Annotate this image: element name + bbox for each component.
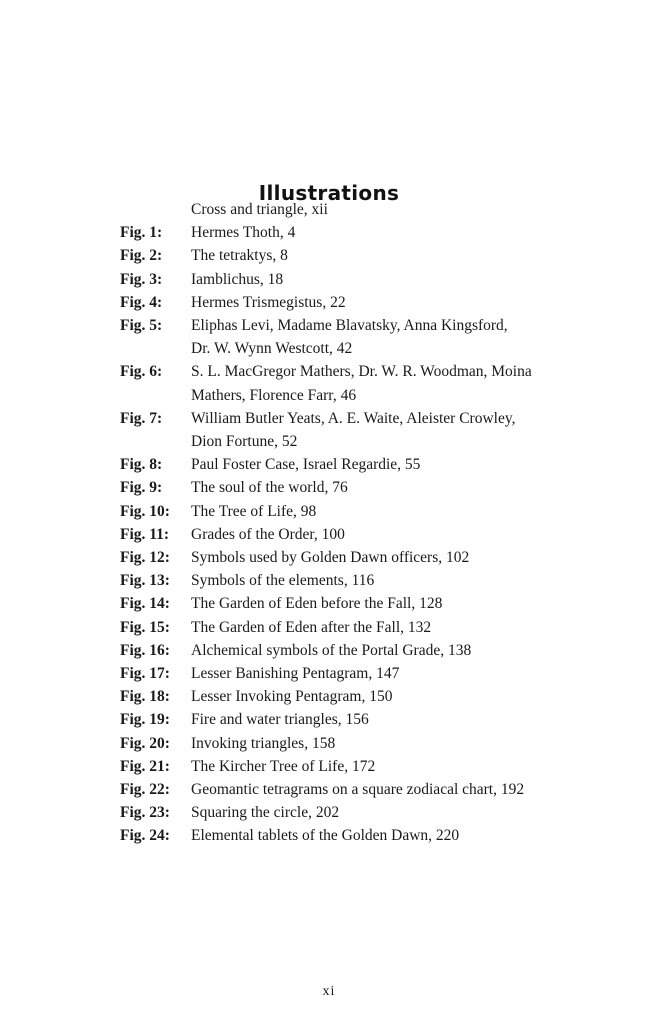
figure-label: Fig. 2: [120,247,163,265]
figure-entry [120,639,640,662]
figure-label: Fig. 24: [120,827,170,845]
figure-entry [120,476,640,499]
figure-caption [191,732,640,755]
figure-caption-line: The Kircher Tree of Life, 172 [191,757,376,775]
figure-label: Fig. 1: [120,224,163,242]
figure-caption-line: The tetraktys, 8 [191,247,288,265]
figure-entry [120,569,640,592]
figure-entry [120,291,640,314]
frontispiece-entry [120,198,640,221]
figure-caption [191,801,640,824]
figure-entry [120,314,640,360]
figure-caption-line: Hermes Trismegistus, 22 [191,293,346,311]
figure-caption-line: Alchemical symbols of the Portal Grade, 138 [191,641,472,659]
figure-caption [191,500,640,523]
figure-caption-line: Geomantic tetragrams on a square zodiacal chart, 192 [191,781,525,799]
figure-label: Fig. 21: [120,757,170,775]
figure-entry [120,801,640,824]
figure-label: Fig. 3: [120,270,163,288]
figure-caption [191,639,640,662]
figure-caption-line: Lesser Invoking Pentagram, 150 [191,688,393,706]
figure-caption-line: Lesser Banishing Pentagram, 147 [191,665,400,683]
figure-label: Fig. 16: [120,641,170,659]
figure-caption [191,523,640,546]
figure-entries [120,221,640,847]
figure-label: Fig. 8: [120,456,163,474]
figure-label: Fig. 4: [120,293,163,311]
figure-label: Fig. 11: [120,525,170,543]
figure-caption-line: Symbols of the elements, 116 [191,572,375,590]
figure-entry [120,407,640,453]
figure-caption [191,476,640,499]
figure-caption [191,824,640,847]
figure-caption [191,708,640,731]
figure-caption [191,616,640,639]
figure-label: Fig. 13: [120,572,170,590]
figure-entry [120,732,640,755]
figure-caption-line: William Butler Yeats, A. E. Waite, Aleister Crowley, [191,409,516,427]
figure-entry [120,824,640,847]
figure-label: Fig. 22: [120,781,170,799]
figure-entry [120,268,640,291]
page-number: xi [322,984,336,999]
figure-entry [120,360,640,406]
figure-entry [120,708,640,731]
figure-entry [120,616,640,639]
figure-label: Fig. 5: [120,317,163,335]
figure-caption-line: Iamblichus, 18 [191,270,284,288]
figure-caption-line: Elemental tablets of the Golden Dawn, 220 [191,827,460,845]
figure-label: Fig. 10: [120,502,170,520]
figure-entry [120,244,640,267]
figure-caption-line: The Garden of Eden after the Fall, 132 [191,618,432,636]
figure-caption [191,778,640,801]
figure-caption-line: The Tree of Life, 98 [191,502,317,520]
figure-caption [191,314,640,360]
entry-text: Cross and triangle, xii [191,201,328,218]
figure-label: Fig. 6: [120,363,163,381]
figure-caption [191,360,640,406]
figure-caption-line: The soul of the world, 76 [191,479,348,497]
figure-entry [120,755,640,778]
figure-caption [191,244,640,267]
figure-entry [120,685,640,708]
figure-label: Fig. 14: [120,595,170,613]
figure-caption-line: Eliphas Levi, Madame Blavatsky, Anna Kingsford, [191,317,508,335]
figure-caption [191,755,640,778]
figure-entry [120,662,640,685]
figure-entry [120,523,640,546]
figure-label: Fig. 20: [120,734,170,752]
figure-caption-line: Paul Foster Case, Israel Regardie, 55 [191,456,421,474]
figure-caption [191,221,640,244]
figure-caption [191,569,640,592]
figure-label: Fig. 9: [120,479,163,497]
figure-caption-line: Squaring the circle, 202 [191,804,340,822]
figure-caption-line: Dr. W. Wynn Westcott, 42 [191,340,353,358]
illustrations-list [120,198,640,848]
figure-caption-line: Symbols used by Golden Dawn officers, 102 [191,549,470,567]
figure-label: Fig. 19: [120,711,170,729]
figure-label: Fig. 7: [120,409,163,427]
figure-caption-line: Fire and water triangles, 156 [191,711,369,729]
figure-entry [120,221,640,244]
figure-caption [191,407,640,453]
figure-entry [120,453,640,476]
figure-caption [191,592,640,615]
figure-caption [191,268,640,291]
figure-label: Fig. 15: [120,618,170,636]
figure-label: Fig. 17: [120,665,170,683]
figure-caption-line: The Garden of Eden before the Fall, 128 [191,595,443,613]
figure-entry [120,500,640,523]
figure-caption-line: Invoking triangles, 158 [191,734,336,752]
figure-caption [191,662,640,685]
figure-caption [191,546,640,569]
entry-label-empty [120,198,191,221]
figure-caption [191,685,640,708]
figure-caption-line: Hermes Thoth, 4 [191,224,296,242]
page-title: Illustrations [258,181,400,206]
figure-caption-line: Grades of the Order, 100 [191,525,345,543]
figure-caption [191,291,640,314]
figure-caption-line: S. L. MacGregor Mathers, Dr. W. R. Woodman, Moina [191,363,532,381]
figure-entry [120,592,640,615]
figure-caption-line: Mathers, Florence Farr, 46 [191,386,357,404]
figure-caption [191,453,640,476]
figure-caption-line: Dion Fortune, 52 [191,433,298,451]
figure-label: Fig. 18: [120,688,170,706]
figure-entry [120,546,640,569]
figure-entry [120,778,640,801]
figure-label: Fig. 12: [120,549,170,567]
figure-label: Fig. 23: [120,804,170,822]
